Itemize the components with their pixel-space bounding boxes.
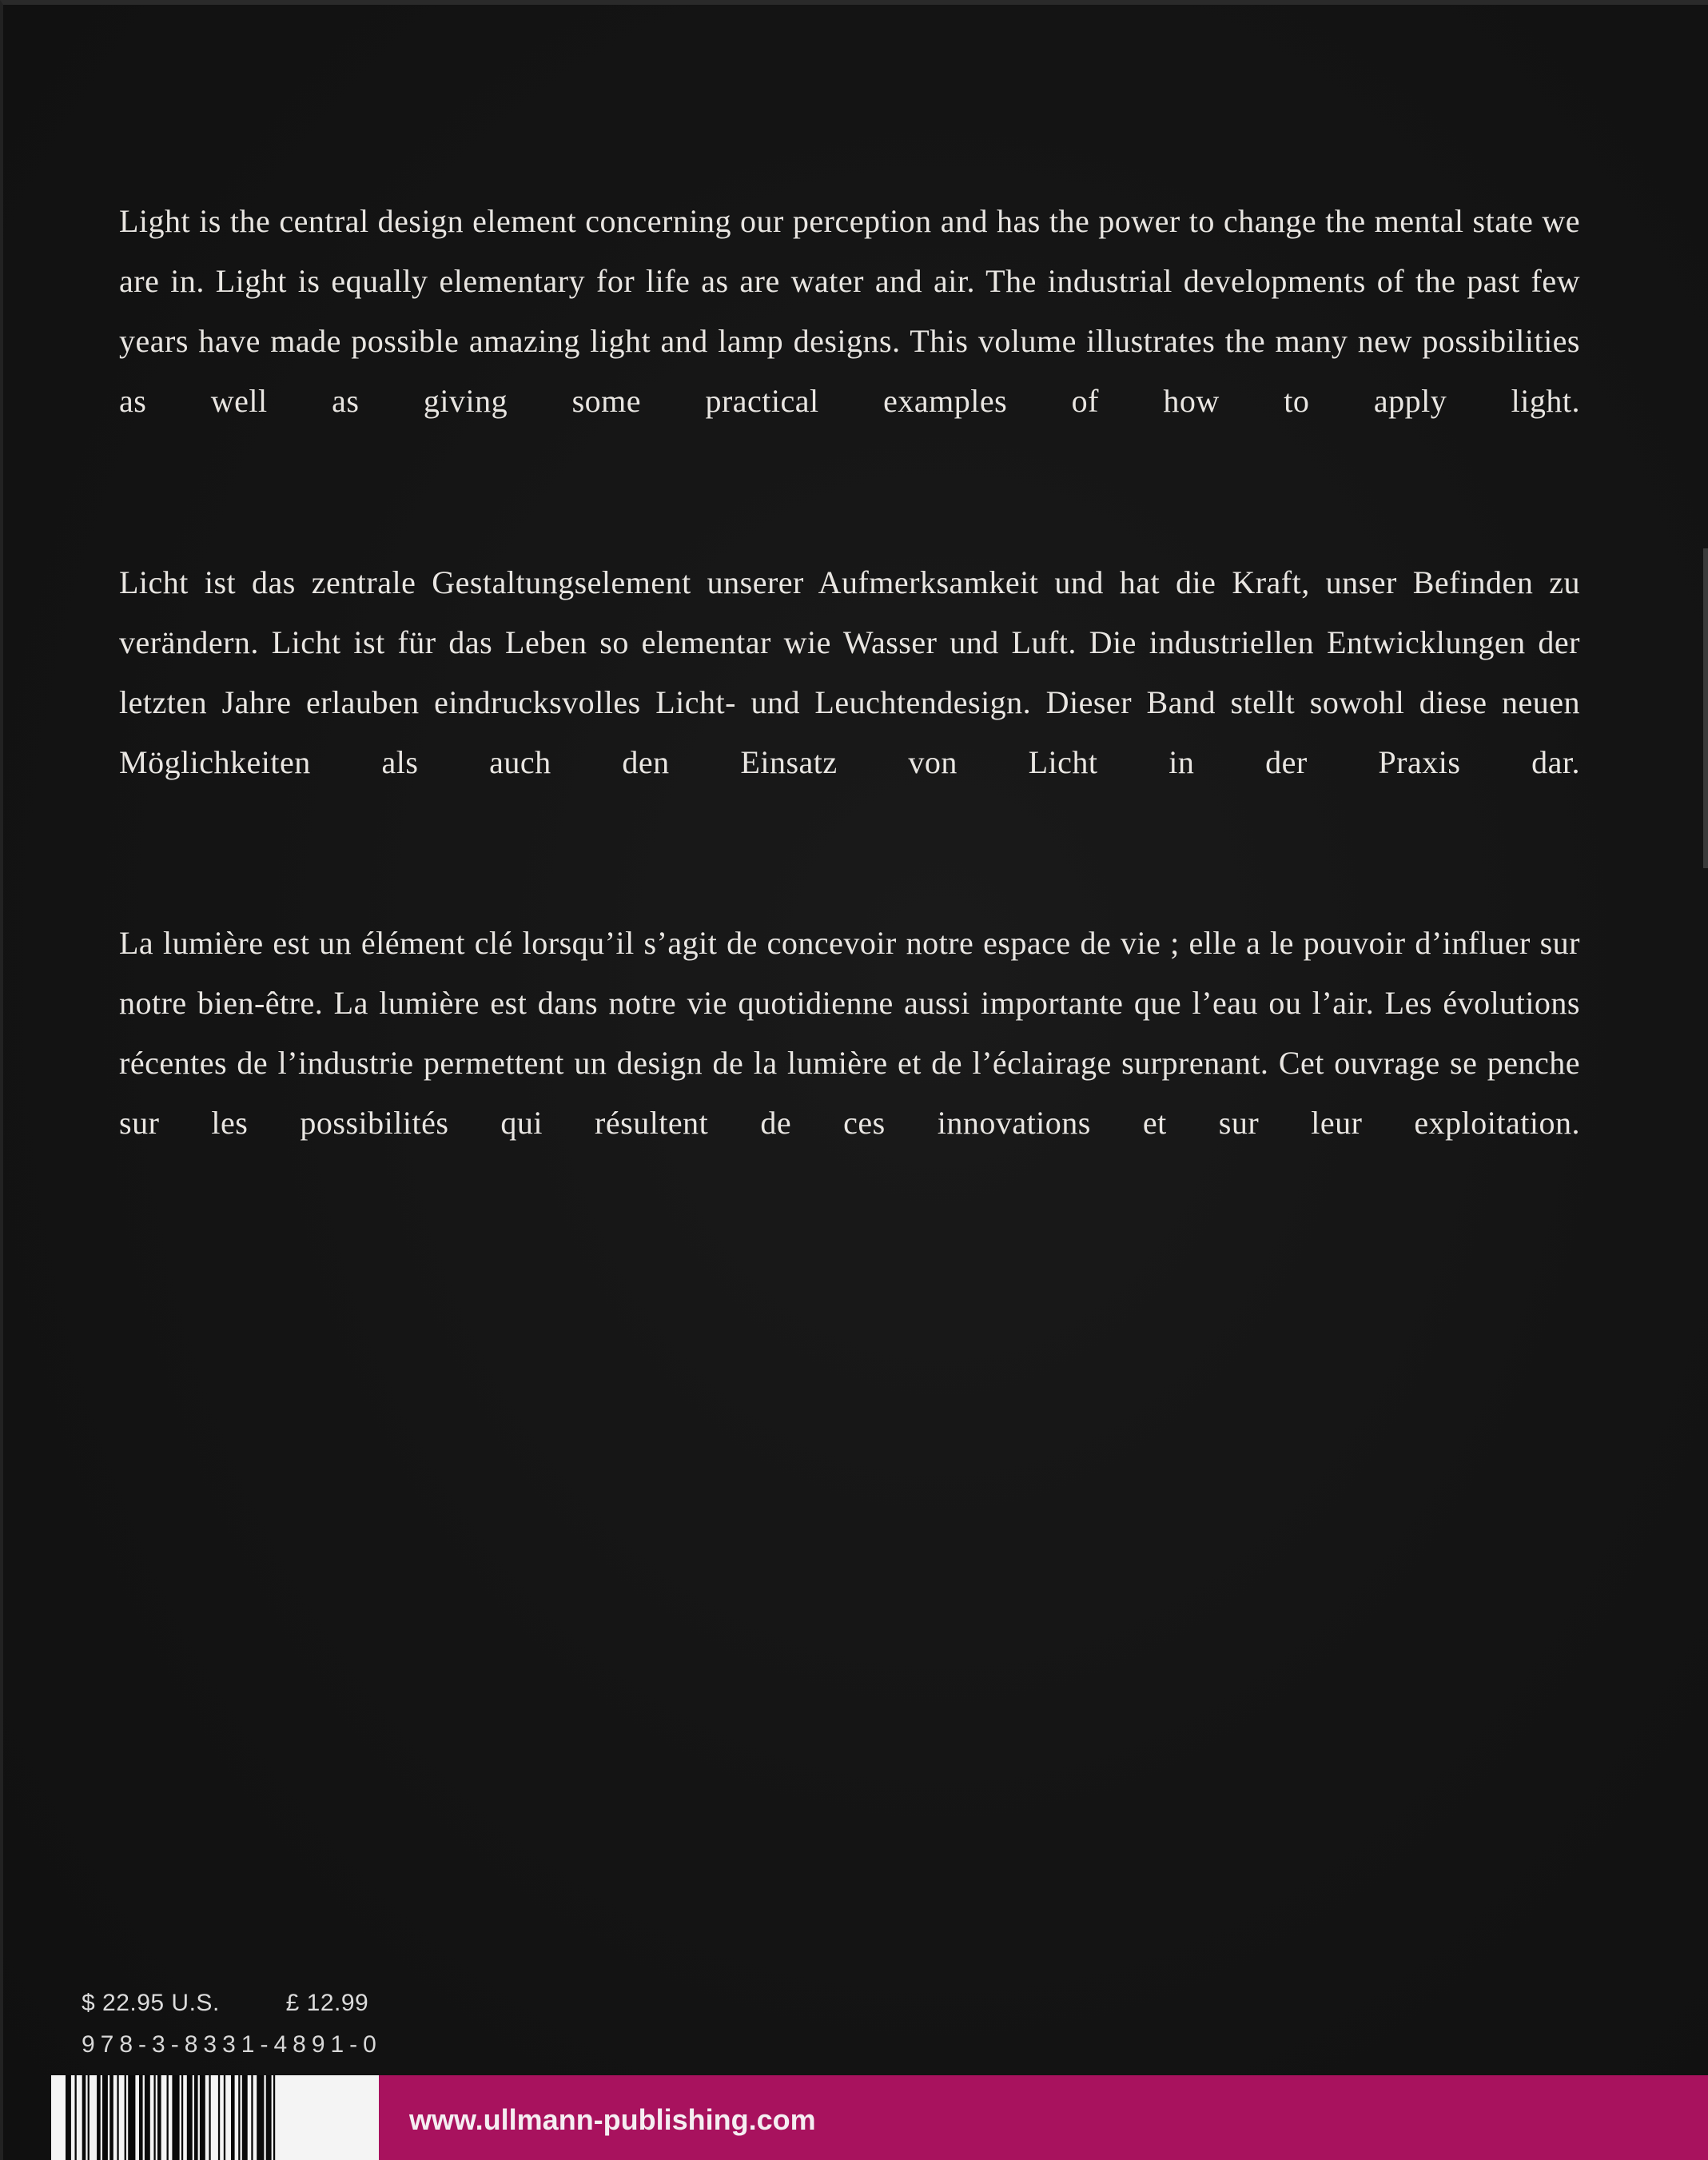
barcode-bar	[153, 2075, 155, 2160]
barcode-bar	[102, 2075, 108, 2160]
isbn-number: 978-3-8331-4891-0	[82, 2031, 382, 2058]
price-gbp: £ 12.99	[285, 1990, 369, 2016]
blurb-german: Licht ist das zentrale Gestaltungselement unserer Aufmerksamkeit und hat die Kraft, unser Befinden zu verändern. Licht ist für das Leben so elementar wie Wasser und Luft. Die industriellen Entwicklungen der letzten Jahre erlauben eindrucksvolles Licht- und Leuchtendesign. Dieser Band stellt sowohl diese neuen Möglichkeiten als auch den Einsatz von Licht in der Praxis dar.	[119, 564, 1580, 780]
barcode-bar	[181, 2075, 183, 2160]
barcode-bar	[187, 2075, 193, 2160]
price-usd: $ 22.95 U.S.	[82, 1990, 220, 2016]
barcode-bar	[218, 2075, 220, 2160]
barcode	[51, 2075, 379, 2160]
barcode-bar	[238, 2075, 240, 2160]
barcode-bar	[194, 2075, 198, 2160]
spine-edge	[1703, 548, 1708, 868]
barcode-bar	[273, 2075, 275, 2160]
barcode-bar	[157, 2075, 161, 2160]
barcode-bar	[88, 2075, 90, 2160]
barcode-bar	[172, 2075, 179, 2160]
barcode-bar	[200, 2075, 205, 2160]
barcode-bar	[167, 2075, 169, 2160]
barcode-bar	[82, 2075, 86, 2160]
barcode-bar	[128, 2075, 135, 2160]
barcode-bar	[66, 2075, 71, 2160]
barcode-bar	[209, 2075, 210, 2160]
blurb-english: Light is the central design element concerning our perception and has the power to change the mental state we are in. Light is equally elementary for life as are water and air. The industrial developments of the past few years have made possible amazing light and lamp designs. This volume illustrates the many new possibilities as well as giving some practical examples of how to apply light.	[119, 203, 1580, 419]
barcode-bar	[224, 2075, 225, 2160]
barcode-bar	[242, 2075, 248, 2160]
barcode-bar	[109, 2075, 113, 2160]
publisher-band	[379, 2075, 1708, 2160]
barcode-bar	[145, 2075, 150, 2160]
blurb-french: La lumière est un élément clé lorsqu’il s’agit de concevoir notre espace de vie ; elle a le pouvoir d’influer sur notre bien-être. La lumière est dans notre vie quotidienne aussi importante que l’eau ou l’air. Les évolutions récentes de l’industrie permettent un design de la lumière et de l’éclairage surprenant. Cet ouvrage se penche sur les possibilités qui résultent de ces innovations et sur leur exploitation.	[119, 925, 1580, 1141]
barcode-bar	[251, 2075, 253, 2160]
barcode-bar	[231, 2075, 235, 2160]
barcode-bar	[257, 2075, 264, 2160]
barcode-icon	[51, 2075, 379, 2160]
barcode-bar	[266, 2075, 272, 2160]
barcode-bar	[139, 2075, 143, 2160]
barcode-bar	[97, 2075, 101, 2160]
barcode-bar	[117, 2075, 118, 2160]
barcode-bar	[75, 2075, 77, 2160]
barcode-bar	[125, 2075, 126, 2160]
publisher-website-link[interactable]: www.ullmann-publishing.com	[409, 2103, 816, 2136]
price-row	[82, 1990, 368, 2017]
